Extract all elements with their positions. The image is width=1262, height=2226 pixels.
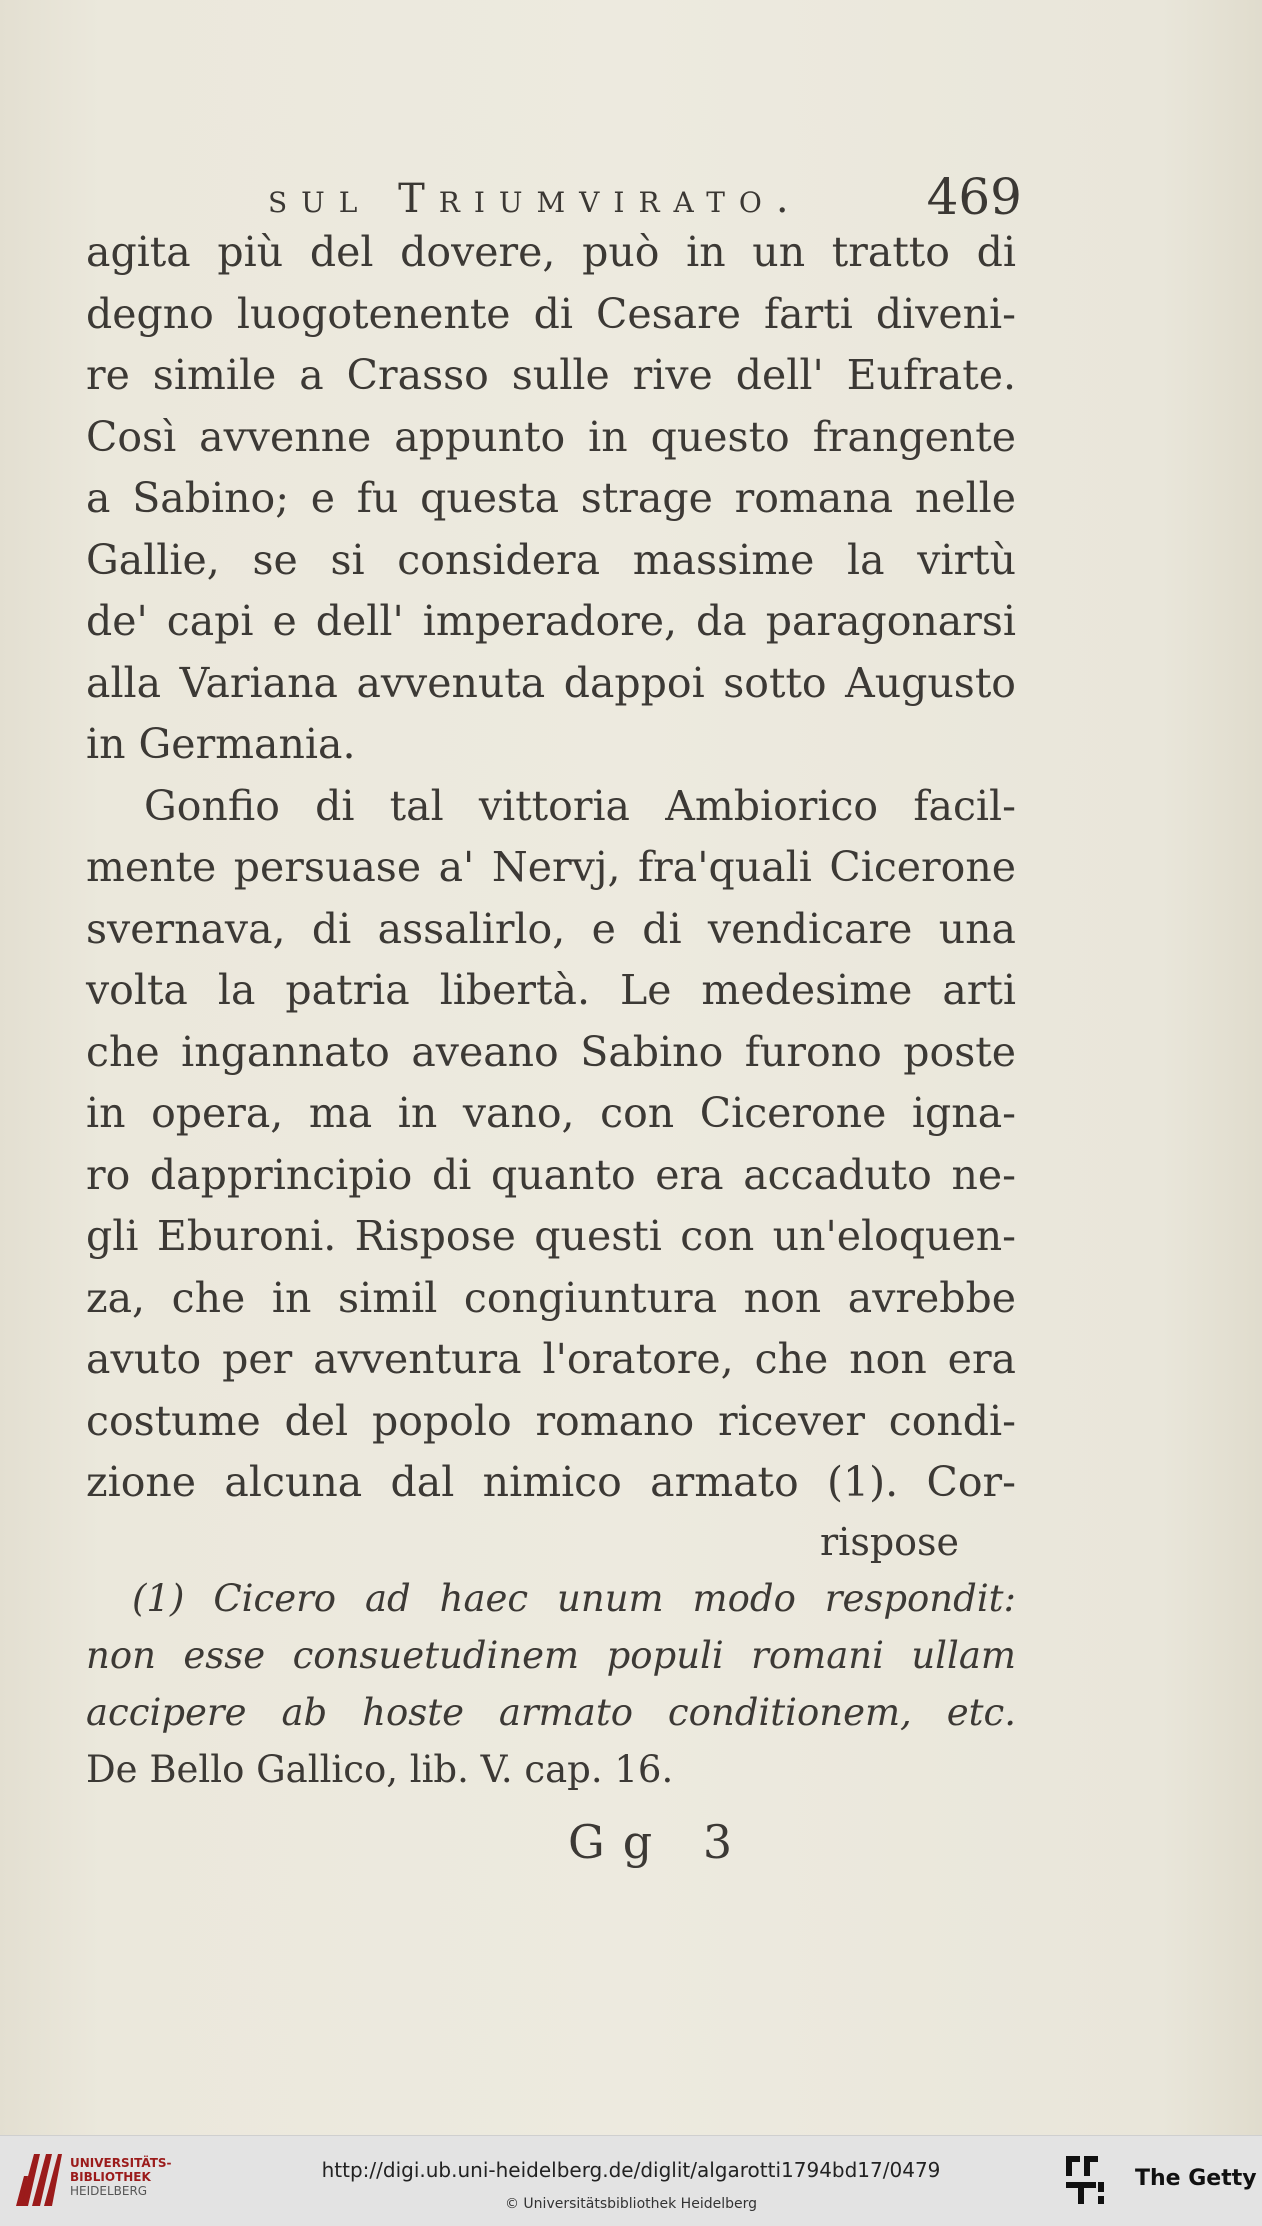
footnote-line: non esse consuetudinem populi romani ullam <box>86 1634 1016 1677</box>
text-line: za, che in simil congiuntura non avrebbe <box>86 1273 1016 1322</box>
footnote <box>86 1570 1016 1798</box>
university-name-line: BIBLIOTHEK <box>70 2170 151 2184</box>
text-line: costume del popolo romano ricever condi- <box>86 1396 1016 1445</box>
partner-name: The Getty <box>1135 2166 1257 2191</box>
signature-mark: Gg 3 <box>568 1815 751 1869</box>
text-line: alla Variana avvenuta dappoi sotto Augusto <box>86 658 1016 707</box>
text-line: agita più del dovere, può in un tratto di <box>86 228 1016 276</box>
text-line: degno luogotenente di Cesare farti diveni- <box>86 289 1016 338</box>
text-line: svernava, di assalirlo, e di vendicare una <box>86 904 1016 953</box>
text-line: mente persuase a' Nervj, fra'quali Cicerone <box>86 843 1016 891</box>
text-line: zione alcuna dal nimico armato (1). Cor- <box>86 1458 1016 1506</box>
text-line: de' capi e dell' imperadore, da paragonarsi <box>86 597 1016 645</box>
text-line: in Germania. <box>86 720 356 768</box>
text-line: ro dapprincipio di quanto era accaduto ne- <box>86 1150 1016 1199</box>
viewer-footer <box>0 2135 1262 2226</box>
text-line: re simile a Crasso sulle rive dell' Eufrate. <box>86 351 1016 399</box>
body-text <box>86 222 1016 1514</box>
page-header <box>268 168 1028 228</box>
text-line: volta la patria libertà. Le medesime arti <box>86 966 1016 1014</box>
university-name-line: UNIVERSITÄTS- <box>70 2156 172 2170</box>
running-head: sul Triumvirato. <box>268 176 803 222</box>
footnote-line: accipere ab hoste armato conditionem, etc. <box>86 1691 1016 1734</box>
text-line: Così avvenne appunto in questo frangente <box>86 412 1016 461</box>
getty-logo-icon <box>1062 2152 1112 2208</box>
catchword: rispose <box>820 1520 960 1564</box>
text-line: che ingannato aveano Sabino furono poste <box>86 1027 1016 1076</box>
copyright-notice: © Universitätsbibliothek Heidelberg <box>504 2196 757 2212</box>
text-line: gli Eburoni. Rispose questi con un'eloquen- <box>86 1212 1016 1260</box>
text-line: in opera, ma in vano, con Cicerone igna- <box>86 1089 1016 1137</box>
text-line: a Sabino; e fu questa strage romana nelle <box>86 474 1016 522</box>
text-line: avuto per avventura l'oratore, che non era <box>86 1335 1016 1383</box>
university-name-line: HEIDELBERG <box>70 2184 148 2198</box>
text-line: Gonfio di tal vittoria Ambiorico facil- <box>144 781 1016 830</box>
footnote-line: De Bello Gallico, lib. V. cap. 16. <box>86 1748 674 1791</box>
permalink-url[interactable]: http://digi.ub.uni-heidelberg.de/diglit/algarotti1794bd17/0479 <box>321 2158 941 2182</box>
text-line: Gallie, se si considera massime la virtù <box>86 535 1016 584</box>
footnote-line: (1) Cicero ad haec unum modo respondit: <box>132 1577 1016 1620</box>
page-number: 469 <box>926 168 1022 226</box>
